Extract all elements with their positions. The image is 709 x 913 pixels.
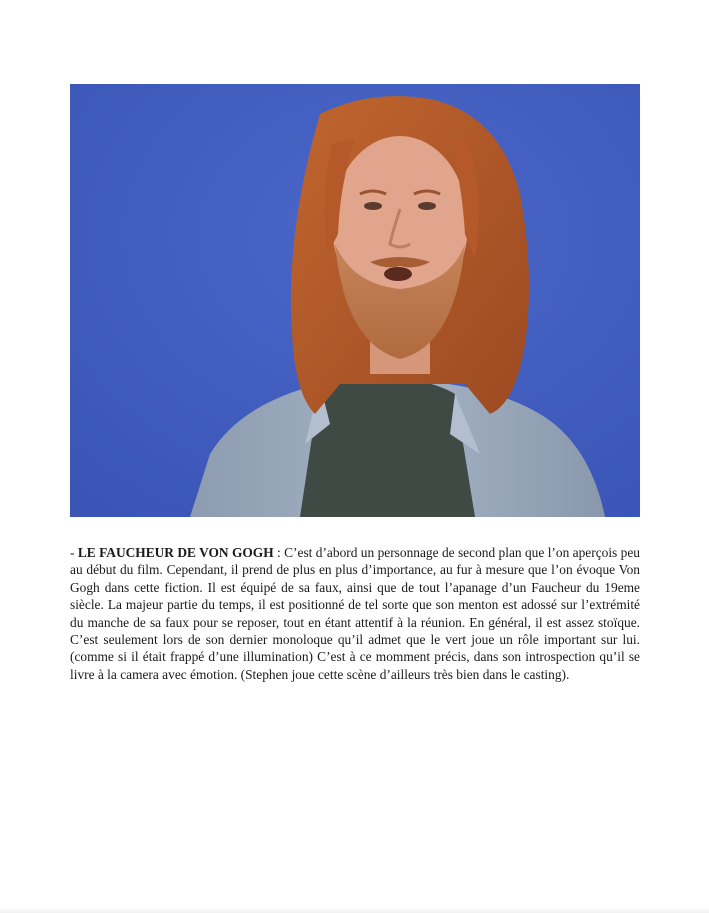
- page-bottom-edge: [0, 907, 709, 913]
- character-heading: LE FAUCHEUR DE VON GOGH: [77, 545, 274, 560]
- paragraph-text: : C’est d’abord un personnage de second plan que l’on aperçois peu au début du film. Cependant, il prend de plus en plus d’importance, au fur à mesure que l’on évoque Von Gogh dans cette fiction. Il est équipé de sa faux, ainsi que de tout l’apanage d’un Faucheur du 19eme siècle. La majeur partie du temps, il est positionné de tel sorte que son menton est adossé sur l’extrémité du manche de sa faux pour se reposer, tout en étant attentif à la réunion. En général, il est assez stoïque. C’est seulement lors de son dernier monoloque qu’il admet que le vert joue un rôle important sur lui. (comme si il était frappé d’une illumination) C’est à ce momment précis, dans son introspection qu’il se livre à la camera avec émotion. (Stephen joue cette scène d’ailleurs très bien dans le casting).: [70, 545, 640, 682]
- portrait-photo-illustration: [70, 84, 640, 517]
- paragraph-lead: -: [70, 545, 78, 560]
- character-description-paragraph: [70, 544, 640, 683]
- portrait-photo: [70, 84, 640, 517]
